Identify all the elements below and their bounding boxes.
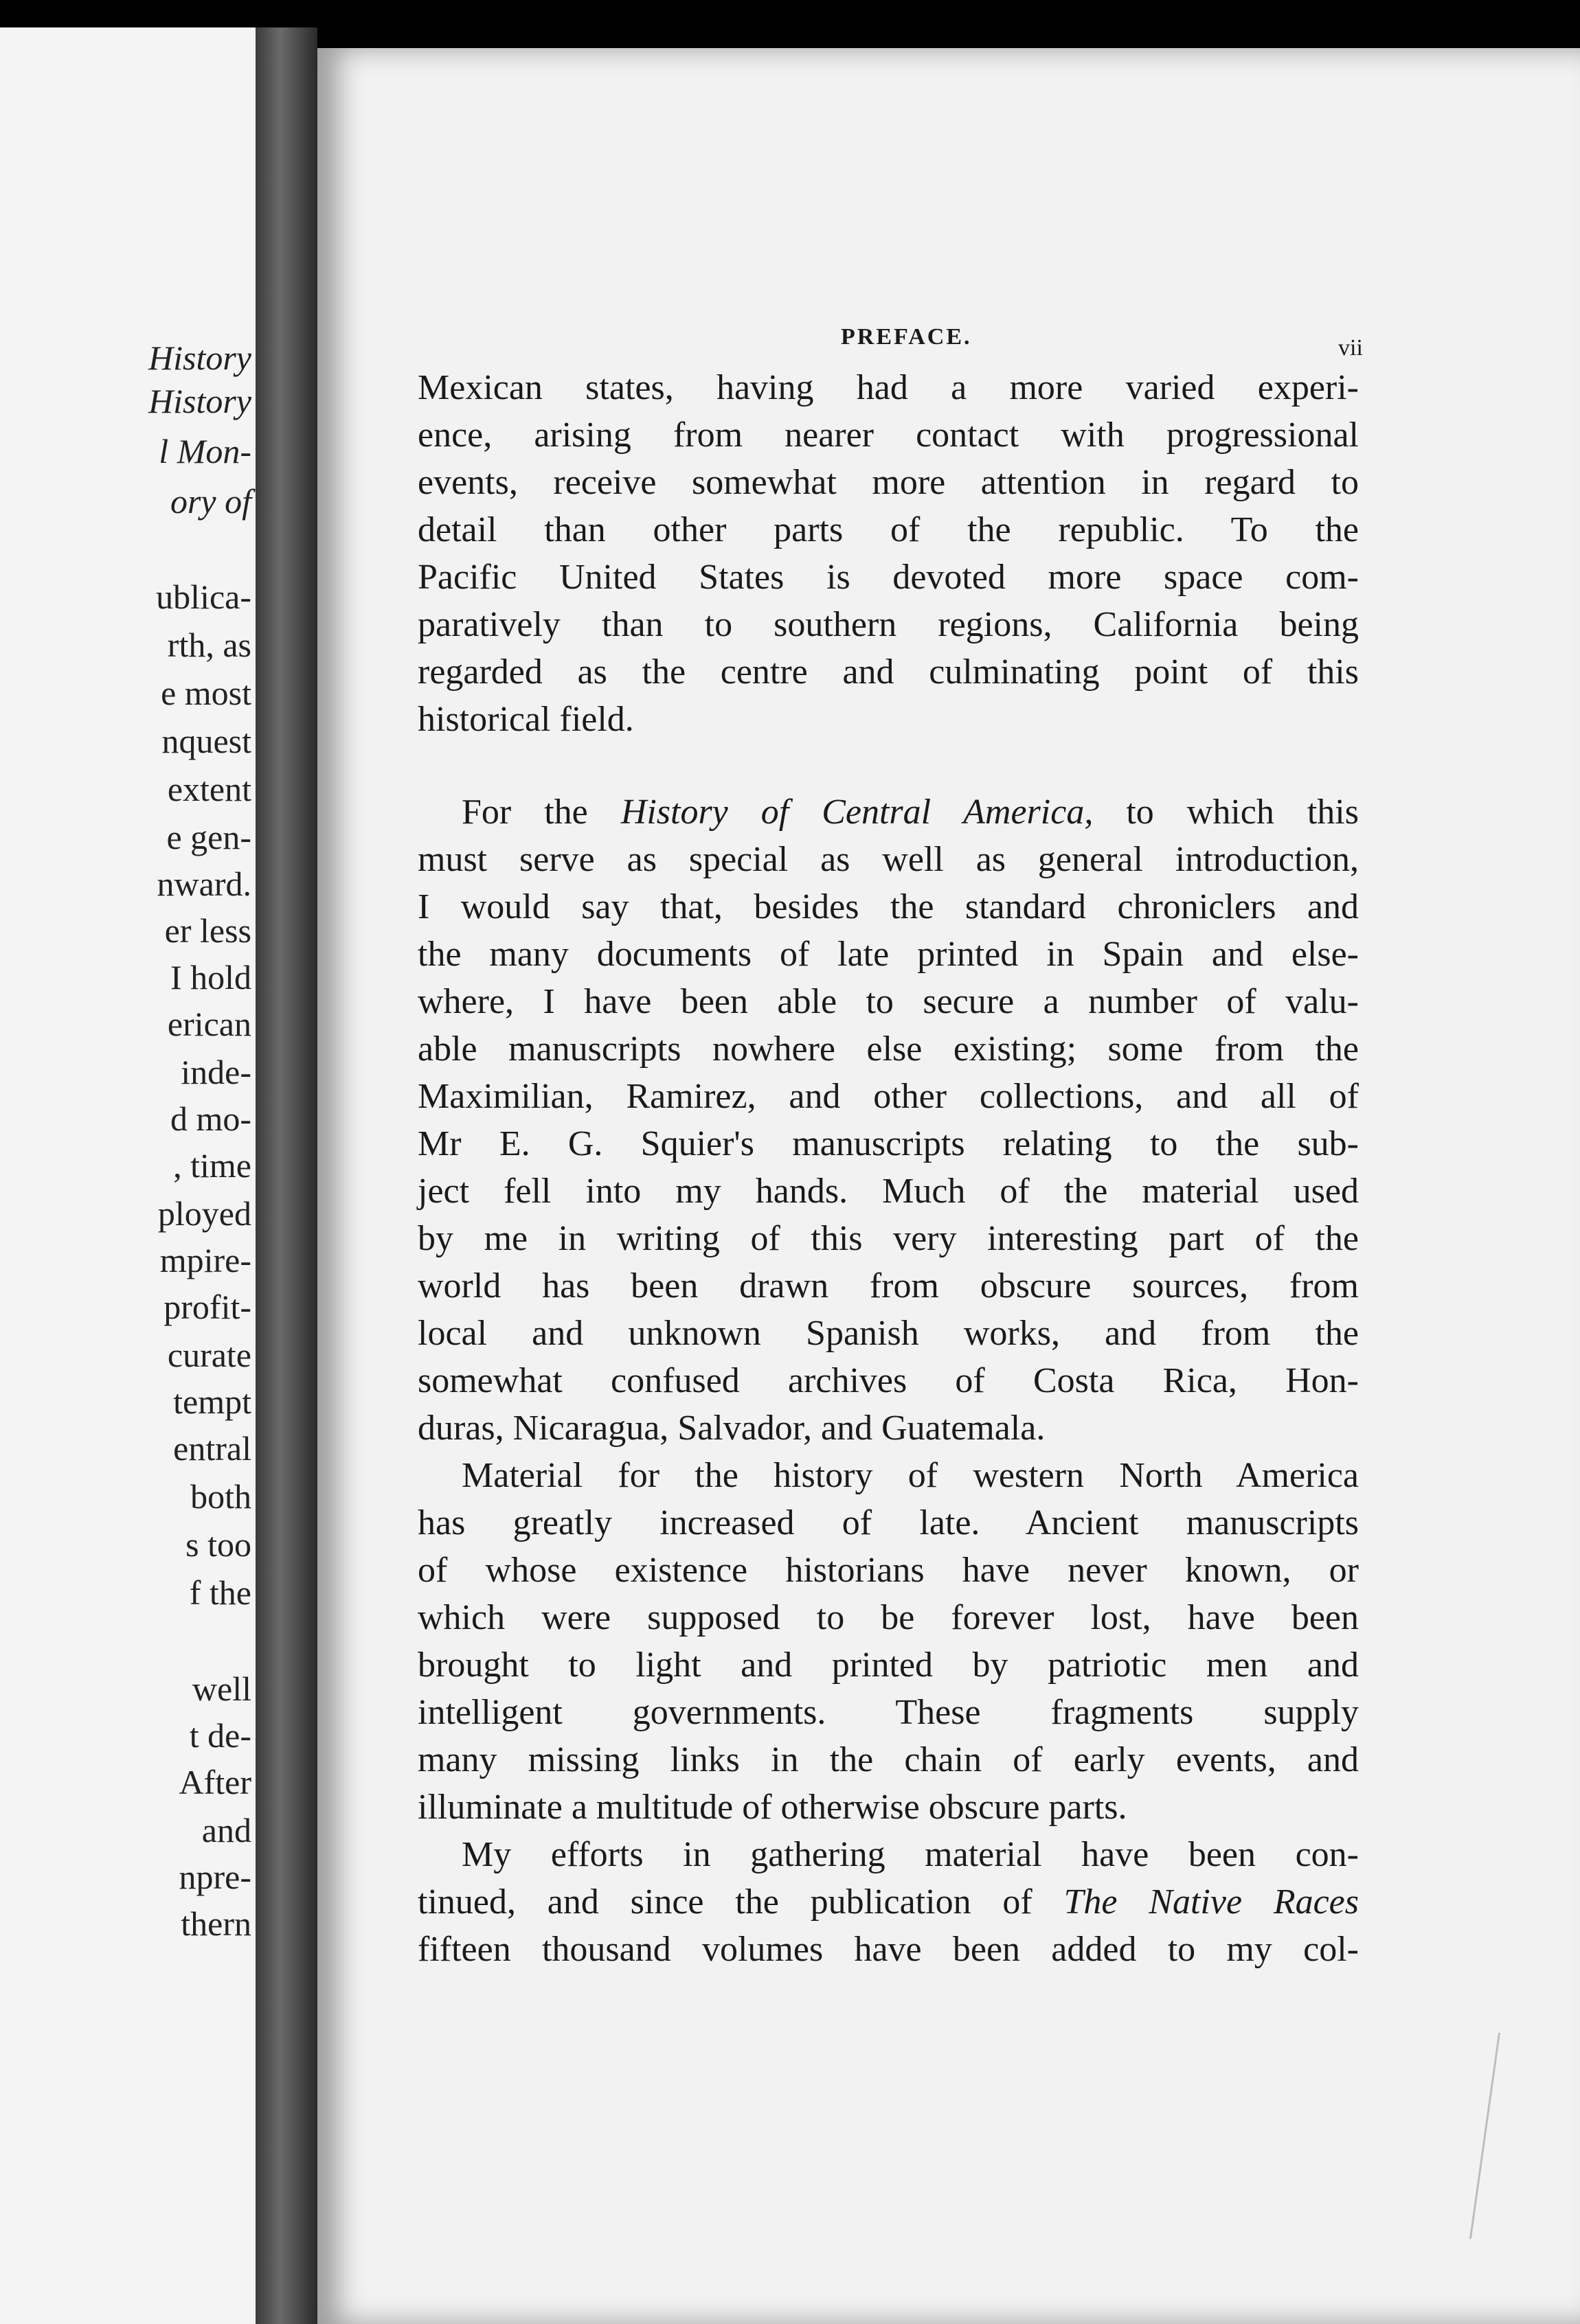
left-page-line: nward. [157, 865, 251, 903]
italic-title: History of Central America, [620, 793, 1094, 832]
text-run: to which this [1093, 793, 1359, 832]
left-page-line: ployed [157, 1194, 251, 1233]
text-line: duras, Nicaragua, Salvador, and Guatemala. [418, 1409, 1046, 1448]
left-page-line: entral [173, 1429, 251, 1468]
left-page-line: both [190, 1477, 251, 1516]
left-page-line: l Mon- [159, 432, 251, 470]
text-run: For the [462, 793, 621, 832]
text-line: ject fell into my hands. Much of the material used [418, 1172, 1359, 1211]
text-line: My efforts in gathering material have been con- [462, 1835, 1359, 1874]
left-page-line: erican [167, 1005, 251, 1043]
text-line: local and unknown Spanish works, and from the [418, 1314, 1359, 1353]
left-page-line: s too [185, 1525, 251, 1564]
left-page-line: f the [189, 1573, 251, 1612]
left-page-line: well [192, 1670, 251, 1708]
text-line: fifteen thousand volumes have been added to my col- [418, 1930, 1359, 1969]
left-page-line: t de- [189, 1716, 251, 1755]
left-page-line: d mo- [170, 1100, 251, 1138]
italic-title: The Native Races [1063, 1882, 1359, 1922]
text-line: events, receive somewhat more attention in regard to [418, 463, 1359, 502]
text-run: tinued, and since the publication of [418, 1882, 1064, 1922]
text-line: brought to light and printed by patriotic men and [418, 1645, 1359, 1685]
left-page-line: , time [173, 1146, 251, 1185]
text-line: I would say that, besides the standard chroniclers and [418, 887, 1359, 926]
paragraph-3 [418, 1452, 1359, 1831]
text-line: where, I have been able to secure a number of valu- [418, 982, 1359, 1021]
left-page-line: inde- [181, 1053, 251, 1091]
left-page-line: History [148, 382, 251, 420]
left-page-line: npre- [179, 1858, 251, 1896]
left-page-line: nquest [161, 722, 251, 760]
text-line: many missing links in the chain of early events, and [418, 1740, 1359, 1779]
text-line: has greatly increased of late. Ancient manuscripts [418, 1503, 1359, 1542]
text-line [418, 788, 1359, 836]
paragraph-4 [418, 1831, 1359, 1973]
left-page-line: I hold [170, 958, 251, 996]
paragraph-1 [418, 364, 1359, 743]
book-gutter [256, 27, 317, 2324]
running-head: PREFACE. [841, 324, 972, 350]
body-text [418, 364, 1359, 1973]
left-page-line: rth, as [167, 626, 251, 664]
page-number: vii [1338, 335, 1363, 361]
text-line: Pacific United States is devoted more space com- [418, 558, 1359, 597]
left-page-line: mpire- [159, 1241, 251, 1279]
left-page-line: e most [161, 674, 251, 712]
paragraph-2 [418, 788, 1359, 1452]
text-line: regarded as the centre and culminating point of this [418, 652, 1359, 692]
text-line: the many documents of late printed in Spain and else- [418, 935, 1359, 974]
left-page-line: ory of [170, 482, 251, 521]
text-line: Maximilian, Ramirez, and other collections, and all of [418, 1077, 1359, 1116]
left-page-line: and [201, 1811, 251, 1849]
text-line: must serve as special as well as general introduction, [418, 840, 1359, 879]
left-facing-page [0, 27, 256, 2324]
left-page-line: tempt [173, 1382, 251, 1421]
left-page-line: profit- [163, 1288, 251, 1326]
text-line: illuminate a multitude of otherwise obscure parts. [418, 1788, 1127, 1827]
text-line: by me in writing of this very interesting part of the [418, 1219, 1359, 1258]
left-page-line: extent [167, 770, 251, 808]
left-page-line: History [148, 339, 251, 377]
text-line [418, 1878, 1359, 1926]
text-line: detail than other parts of the republic. To the [418, 510, 1359, 549]
text-line: Mr E. G. Squier's manuscripts relating to the sub- [418, 1124, 1359, 1163]
text-line: somewhat confused archives of Costa Rica, Hon- [418, 1361, 1359, 1400]
text-line: intelligent governments. These fragments supply [418, 1693, 1359, 1732]
left-page-line: er less [164, 911, 251, 950]
text-line: able manuscripts nowhere else existing; some from the [418, 1029, 1359, 1069]
left-page-line: thern [181, 1904, 251, 1943]
left-page-line: curate [167, 1336, 251, 1374]
text-line: of whose existence historians have never known, or [418, 1551, 1359, 1590]
text-line: historical field. [418, 700, 634, 739]
text-line: world has been drawn from obscure sources, from [418, 1266, 1359, 1306]
text-line: paratively than to southern regions, California being [418, 605, 1359, 644]
text-line: which were supposed to be forever lost, have been [418, 1598, 1359, 1637]
text-line: Mexican states, having had a more varied experi- [418, 368, 1359, 407]
text-line: Material for the history of western North America [462, 1456, 1359, 1495]
left-page-line: ublica- [156, 578, 251, 616]
left-page-line: e gen- [166, 818, 251, 856]
left-page-line: After [179, 1763, 251, 1801]
text-line: ence, arising from nearer contact with progressional [418, 415, 1359, 455]
